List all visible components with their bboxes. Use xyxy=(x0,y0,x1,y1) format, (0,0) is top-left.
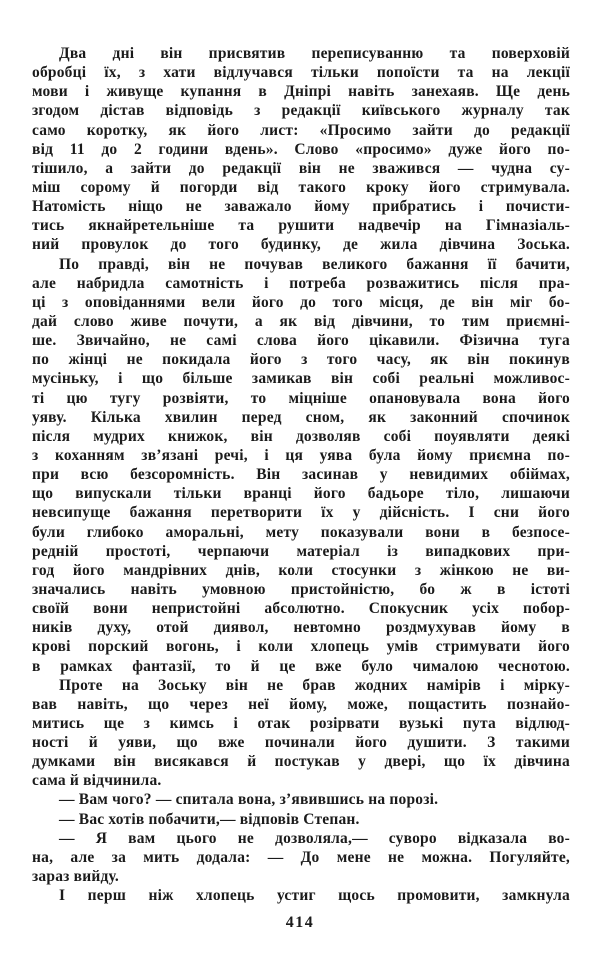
text-line: Проте на Зоську він не брав жодних намірів і мірку- xyxy=(59,676,570,694)
text-line: сама й відчинила. xyxy=(32,772,162,790)
text-line: По правді, він не почував великого бажання її бачити, xyxy=(59,255,570,273)
text-line: значались навіть умовною пристойністю, бо ж в істоті xyxy=(32,580,570,598)
text-line: — Я вам цього не дозволяла,— суворо відказала во- xyxy=(59,829,570,847)
text-line: Два дні він присвятив переписуванню та поверховій xyxy=(59,45,570,62)
text-line: своїй вони непристойні абсолютно. Спокусник усіх побор- xyxy=(32,600,570,618)
paragraph xyxy=(32,886,570,905)
paragraph xyxy=(32,790,570,809)
text-line: мусіньку, і що більше замикав він собі реальні можливос- xyxy=(32,370,570,388)
paragraph xyxy=(32,810,570,829)
text-line: від 11 до 2 години вдень». Слово «просимо» дуже його по- xyxy=(32,140,570,158)
paragraph xyxy=(32,829,570,886)
text-line: ті цю тугу розвіяти, то міцніше опановувала вона його xyxy=(32,389,570,407)
text-line: ний провулок до того будинку, де жила дівчина Зоська. xyxy=(32,236,570,254)
text-line: редній простоті, черпаючи матеріал із випадкових при- xyxy=(32,542,570,560)
text-line: ності й уяви, що вже починали його душити. З такими xyxy=(32,734,570,752)
text-line: з коханням зв’язані речі, і ця уява була йому приємна по- xyxy=(32,446,570,464)
text-line: після мудрих книжок, він дозволяв собі поуявляти деякі xyxy=(32,427,570,445)
text-line: невсипуще бажання перетворити їх у дійсність. І сни його xyxy=(32,504,570,522)
text-line: вав навіть, що через неї йому, може, пощастить познайо- xyxy=(32,695,570,713)
text-line: мови і живуще купання в Дніпрі навіть занехаяв. Ще день xyxy=(32,83,570,101)
text-line: думками він висякався й постукав у двері, що їх дівчина xyxy=(32,753,570,771)
text-line: але набридла самотність і потреба розважитись після пра- xyxy=(32,274,570,292)
text-line: І перш ніж хлопець устиг щось промовити, замкнула xyxy=(59,887,570,905)
text-line: дай слово живе почути, а як від дівчини, то тим приємні- xyxy=(32,312,570,330)
text-line: Натомість ніщо не заважало йому прибратись і почисти- xyxy=(32,198,570,216)
text-line: міш сорому й погорди від такого кроку його стримувала. xyxy=(32,178,570,196)
text-line: по жінці не покидала його з того часу, як він покинув xyxy=(32,351,570,369)
text-line: при всю безсоромність. Він засинав у невидимих обіймах, xyxy=(32,466,570,484)
text-line: само коротку, як його лист: «Просимо зайти до редакції xyxy=(32,121,570,139)
text-line: на, але за мить додала: — До мене не можна. Погуляйте, xyxy=(32,848,570,866)
text-line: в рамках фантазії, то й це вже було чималою чеснотою. xyxy=(32,657,570,675)
text-line: — Вам чого? — спитала вона, з’явившись на порозі. xyxy=(59,791,439,809)
text-line: митись ще з кимсь і отак розірвати вузькі пута відлюд- xyxy=(32,714,570,732)
text-line: тішило, а зайти до редакції він не зважився — чудна су- xyxy=(32,159,570,177)
text-line: ше. Звичайно, не самі слова його цікавили. Фізична туга xyxy=(32,332,570,350)
page-number: 414 xyxy=(285,914,315,931)
text-line: зараз вийду. xyxy=(32,868,119,886)
text-block xyxy=(32,44,570,905)
paragraph xyxy=(32,676,570,791)
paragraph xyxy=(32,255,570,676)
text-line: — Вас хотів побачити,— відповів Степан. xyxy=(59,810,360,828)
paragraph xyxy=(32,44,570,255)
text-line: тись якнайретельніше та рушити надвечір на Гімназіаль- xyxy=(32,217,570,235)
text-line: обробці їх, з хати відлучався тільки попоїсти та на лекції xyxy=(32,64,570,82)
text-line: год його мандрівних днів, коли стосунки з жінкою не ви- xyxy=(32,561,570,579)
text-line: уяву. Кілька хвилин перед сном, як законний спочинок xyxy=(32,408,570,426)
text-line: згодом дістав відповідь з редакції київського журналу так xyxy=(32,102,570,120)
text-line: були глибоко аморальні, мету показували вони в безпосе- xyxy=(32,523,570,541)
text-line: крові порский вогонь, і коли хлопець умів стримувати його xyxy=(32,638,570,656)
text-line: ників духу, отой диявол, невтомно роздмухував йому в xyxy=(32,619,570,637)
text-line: ці з оповіданнями вели його до того місця, де він міг бо- xyxy=(32,293,570,311)
text-line: що випускали тільки вранці його бадьоре тіло, лишаючи xyxy=(32,485,570,503)
